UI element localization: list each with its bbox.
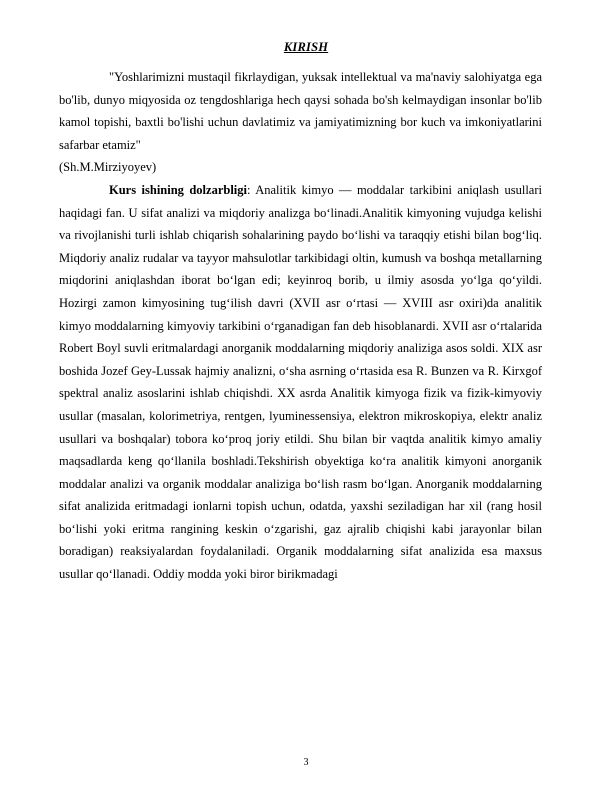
page-number: 3 bbox=[303, 757, 309, 768]
quote-paragraph: "Yoshlarimizni mustaqil fikrlaydigan, yuksak intellektual va ma'naviy salohiyatga ega bo'lib, dunyo miqyosida oz tengdoshlariga hech qaysi sohada bo'sh kelmaydigan insonlar bo'lib kamol topishi, baxtli bo'lishi uchun davlatimiz va jamiyatimizning bor kuch va imkoniyatlarini safarbar etamiz" bbox=[59, 70, 542, 152]
section-lead: Kurs ishining dolzarbligi bbox=[109, 182, 247, 197]
page-title: KIRISH bbox=[283, 40, 329, 54]
body-text bbox=[59, 66, 542, 586]
section-text: : Analitik kimyo — moddalar tarkibini aniqlash usullari haqidagi fan. U sifat analizi va miqdoriy analizga boʻlinadi.Analitik kimyoning vujudga kelishi va rivojlanishi turli ishlab chiqarish sohalarining paydo boʻlishi va taraqqiy etishi bilan bogʻliq. Miqdoriy analiz rudalar va tayyor mahsulotlar tarkibidagi oltin, kumush va boshqa metallarning miqdorini aniqlashdan iborat boʻlgan edi; keyinroq borib, u ilmiy asosda yoʻlga qoʻyildi. Hozirgi zamon kimyosining tugʻilish davri (XVII asr oʻrtasi — XVIII asr oxiri)da analitik kimyo moddalarning kimyoviy tarkibini oʻrganadigan fan deb hisoblanardi. XVII asr oʻrtalarida Robert Boyl suvli eritmalardagi anorganik moddalarning miqdoriy analiziga asos soldi. XIX asr boshida Jozef Gey-Lussak hajmiy analizni, oʻsha asrning oʻrtasida esa R. Bunzen va R. Kirxgof spektral analiz asoslarini ishlab chiqishdi. XX asrda Analitik kimyoga fizik va fizik-kimyoviy usullar (masalan, kolorimetriya, rentgen, lyuminessensiya, elektron mikroskopiya, elektr analiz usullari va boshqalar) tobora koʻproq joriy etildi. Shu bilan bir vaqtda analitik kimyo amaliy maqsadlarda keng qoʻllanila boshladi.Tekshirish obyektiga koʻra analitik kimyoni anorganik moddalar analizi va organik moddalar analiziga boʻlish rasm boʻlgan. Anorganik moddalarning sifat analizida eritmadagi ionlarni topish uchun, odatda, yaxshi seziladigan har xil (rang hosil boʻlishi yoki eritma rangining keskin oʻzgarishi, gaz ajralib chiqishi kabi jarayonlar bilan boradigan) reaksiyalardan foydalaniladi. Organik moddalarning sifat analizida esa maxsus usullar qoʻllanadi. Oddiy modda yoki biror birikmadagi bbox=[59, 182, 542, 582]
quote-author: (Sh.M.Mirziyoyev) bbox=[59, 160, 157, 175]
relevance-paragraph bbox=[59, 179, 542, 586]
